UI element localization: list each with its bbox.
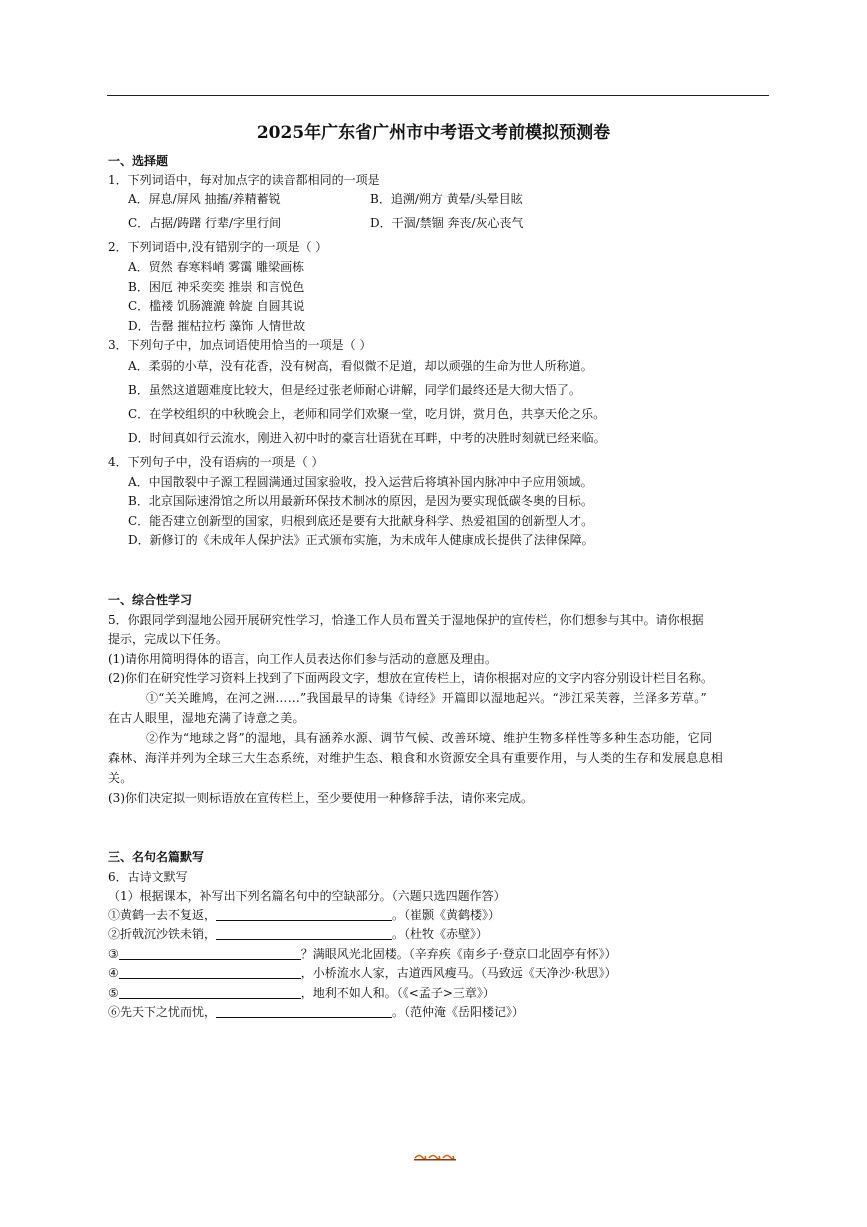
q3-option-d: D．时间真如行云流水，刚进入初中时的豪言壮语犹在耳畔，中考的决胜时刻就已经来临。 <box>128 431 606 445</box>
q3-stem: 3．下列句子中，加点词语使用恰当的一项是（ ） <box>108 338 372 352</box>
answer-blank-6[interactable] <box>216 1004 392 1018</box>
q6-line6-suffix: 。（范仲淹《岳阳楼记》） <box>392 1005 525 1019</box>
section-heading-recitation: 三、名句名篇默写 <box>108 850 205 864</box>
q4-option-b: B．北京国际速滑馆之所以用最新环保技术制冰的原因，是因为要实现低碳冬奥的目标。 <box>128 494 593 508</box>
answer-blank-1[interactable] <box>216 907 392 921</box>
q6-line2-prefix: ②折戟沉沙铁未销， <box>108 927 217 941</box>
q3-option-c: C．在学校组织的中秋晚会上，老师和同学们欢聚一堂，吃月饼，赏月色，共享天伦之乐。 <box>128 407 606 421</box>
q1-option-a: A．屏息/屏风 抽搐/养精蓄锐 <box>128 192 281 206</box>
q3-option-a: A．柔弱的小草，没有花香，没有树高，看似微不足道，却以顽强的生命为世人所称道。 <box>128 359 593 373</box>
q5-stem-line2: 提示，完成以下任务。 <box>108 632 229 646</box>
q3-option-b: B．虽然这道题难度比较大，但是经过张老师耐心讲解，同学们最终还是大彻大悟了。 <box>128 383 581 397</box>
q2-option-d: D．告罄 摧枯拉朽 藻饰 人情世故 <box>128 319 306 333</box>
q2-option-a: A．贸然 春寒料峭 雾霭 雕梁画栋 <box>128 260 305 274</box>
page-title: 2025年广东省广州市中考语文考前模拟预测卷 <box>256 123 611 143</box>
q2-stem: 2．下列词语中,没有错别字的一项是（ ） <box>108 240 328 254</box>
q6-line5 <box>108 984 495 1001</box>
q5-passage2-line3: 关。 <box>108 771 133 785</box>
footer-logo-icon <box>413 1152 457 1162</box>
q4-option-c: C．能否建立创新型的国家，归根到底还是要有大批献身科学、热爱祖国的创新型人才。 <box>128 514 594 528</box>
section-heading-choice: 一、选择题 <box>108 154 169 168</box>
q6-line3-prefix: ③ <box>108 947 119 961</box>
q6-line2-suffix: 。（杜牧《赤壁》） <box>392 927 489 941</box>
q6-line4 <box>108 964 617 981</box>
answer-blank-2[interactable] <box>216 926 392 940</box>
q6-line3 <box>108 945 617 962</box>
q5-passage1-line1: ①“关关雎鸠，在河之洲……”我国最早的诗集《诗经》开篇即以湿地起兴。“涉江采芙蓉，兰泽多芳草。” <box>146 691 707 705</box>
answer-blank-4[interactable] <box>119 965 301 979</box>
answer-blank-3[interactable] <box>119 946 301 960</box>
header-rule <box>107 95 769 96</box>
q6-line1-prefix: ①黄鹤一去不复返， <box>108 908 217 922</box>
q6-line5-suffix: ，地利不如人和。（《<孟子>三章》） <box>300 986 495 1000</box>
q1-option-c: C．占据/踌躇 行辈/字里行间 <box>128 216 282 230</box>
answer-blank-5[interactable] <box>119 985 301 999</box>
q5-stem-line1: 5．你跟同学到湿地公园开展研究性学习，恰逢工作人员布置关于湿地保护的宣传栏，你们想参与其中。请你根据 <box>108 613 704 627</box>
q2-option-c: C．槛褛 饥肠漉漉 斡旋 自圆其说 <box>128 299 305 313</box>
q2-option-b: B．困厄 神采奕奕 推崇 和言悦色 <box>128 280 305 294</box>
q6-line2 <box>108 925 488 942</box>
q5-passage2-line2: 森林、海洋并列为全球三大生态系统，对维护生态、粮食和水资源安全具有重要作用，与人类的生存和发展息息相 <box>108 751 724 765</box>
q5-task2: (2)你们在研究性学习资料上找到了下面两段文字，想放在宣传栏上，请你根据对应的文字内容分别设计栏目名称。 <box>108 671 714 685</box>
q6-line4-suffix: ，小桥流水人家，古道西风瘦马。（马致远《天净沙·秋思》） <box>300 966 617 980</box>
q1-option-d: D．干涸/禁锢 奔丧/灰心丧气 <box>370 216 524 230</box>
section-heading-comprehensive: 一、综合性学习 <box>108 593 193 607</box>
q4-option-d: D．新修订的《未成年人保护法》正式颁布实施，为未成年人健康成长提供了法律保障。 <box>128 533 594 547</box>
q6-subquestion: （1）根据课本，补写出下列名篇名句中的空缺部分。（六题只选四题作答） <box>108 889 506 903</box>
q6-stem: 6．古诗文默写 <box>108 870 188 884</box>
q4-stem: 4．下列句子中，没有语病的一项是（ ） <box>108 455 324 469</box>
q5-task3: (3)你们决定拟一则标语放在宣传栏上，至少要使用一种修辞手法，请你来完成。 <box>108 791 534 805</box>
q6-line1-suffix: 。（崔颢《黄鹤楼》） <box>392 908 501 922</box>
q6-line4-prefix: ④ <box>108 966 119 980</box>
q6-line6-prefix: ⑥先天下之忧而忧， <box>108 1005 217 1019</box>
q6-line1 <box>108 906 500 923</box>
q6-line6 <box>108 1003 524 1020</box>
q5-passage2-line1: ②作为“地球之肾”的湿地，具有涵养水源、调节气候、改善环境、维护生物多样性等多种生态功能，它同 <box>146 731 713 745</box>
q1-option-b: B．追溯/朔方 黄晕/头晕目眩 <box>370 192 523 206</box>
q5-task1: (1)请你用简明得体的语言，向工作人员表达你们参与活动的意愿及理由。 <box>108 652 498 666</box>
q6-line3-suffix: ？满眼风光北固楼。（辛弃疾《南乡子·登京口北固亭有怀》） <box>300 947 617 961</box>
q4-option-a: A．中国散裂中子源工程圆满通过国家验收，投入运营后将填补国内脉冲中子应用领域。 <box>128 475 593 489</box>
q1-stem: 1．下列词语中，每对加点字的读音都相同的一项是 <box>108 173 380 187</box>
q6-line5-prefix: ⑤ <box>108 986 119 1000</box>
q5-passage1-line2: 在古人眼里，湿地充满了诗意之美。 <box>108 711 305 725</box>
